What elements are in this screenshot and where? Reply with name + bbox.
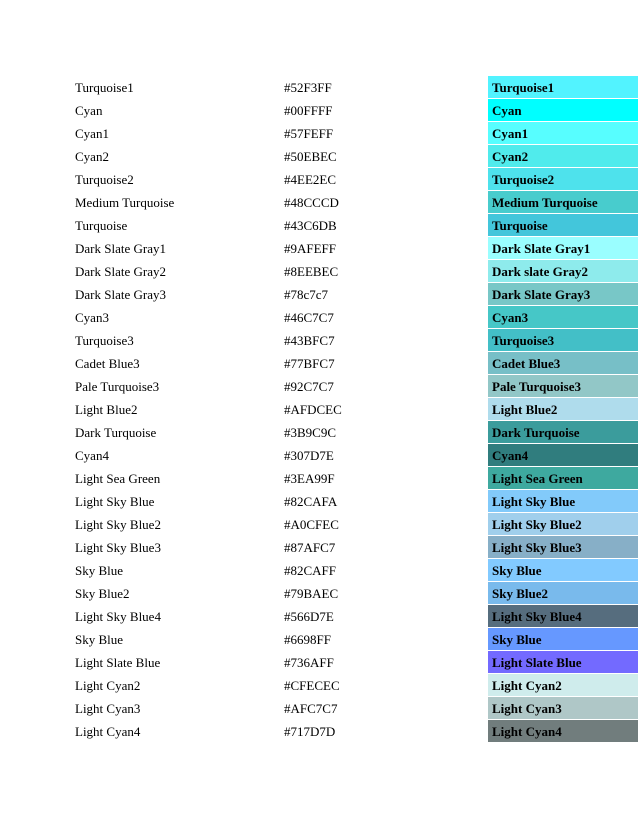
- color-swatch: [488, 421, 638, 444]
- color-name: Cyan: [75, 103, 103, 118]
- swatch-label: Pale Turquoise3: [492, 379, 581, 394]
- table-row: [0, 421, 638, 444]
- swatch-label: Turquoise1: [492, 80, 555, 95]
- table-row: [0, 306, 638, 329]
- color-hex-code: #43C6DB: [284, 218, 337, 233]
- color-name: Dark Slate Gray3: [75, 287, 166, 302]
- color-swatch: [488, 490, 638, 513]
- color-name: Light Sky Blue4: [75, 609, 161, 624]
- swatch-label: Turquoise3: [492, 333, 555, 348]
- color-name: Light Sky Blue2: [75, 517, 161, 532]
- table-row: [0, 283, 638, 306]
- table-row: [0, 628, 638, 651]
- swatch-label: Light Sky Blue4: [492, 609, 582, 624]
- color-name: Cyan2: [75, 149, 109, 164]
- table-row: [0, 651, 638, 674]
- color-hex-code: #AFDCEC: [284, 402, 342, 417]
- color-name: Turquoise1: [75, 80, 134, 95]
- color-hex-code: #4EE2EC: [284, 172, 336, 187]
- color-swatch: [488, 559, 638, 582]
- color-swatch: [488, 168, 638, 191]
- color-swatch: [488, 122, 638, 145]
- color-hex-code: #3EA99F: [284, 471, 335, 486]
- color-hex-code: #CFECEC: [284, 678, 340, 693]
- color-hex-code: #8EEBEC: [284, 264, 339, 279]
- color-hex-code: #717D7D: [284, 724, 336, 739]
- table-row: [0, 191, 638, 214]
- color-swatch: [488, 582, 638, 605]
- table-row: [0, 674, 638, 697]
- color-hex-code: #52F3FF: [284, 80, 332, 95]
- swatch-label: Sky Blue2: [492, 586, 548, 601]
- swatch-label: Light Cyan4: [492, 724, 562, 739]
- color-hex-code: #AFC7C7: [284, 701, 338, 716]
- swatch-label: Light Slate Blue: [492, 655, 582, 670]
- swatch-label: Dark Turquoise: [492, 425, 580, 440]
- table-row: [0, 513, 638, 536]
- color-swatch: [488, 697, 638, 720]
- color-swatch: [488, 467, 638, 490]
- color-swatch: [488, 214, 638, 237]
- table-row: [0, 582, 638, 605]
- table-row: [0, 260, 638, 283]
- swatch-label: Turquoise: [492, 218, 548, 233]
- swatch-label: Light Cyan3: [492, 701, 562, 716]
- color-hex-code: #9AFEFF: [284, 241, 337, 256]
- color-name: Cyan4: [75, 448, 109, 463]
- color-swatch: [488, 674, 638, 697]
- color-name: Light Cyan2: [75, 678, 141, 693]
- swatch-label: Light Sea Green: [492, 471, 583, 486]
- color-hex-code: #3B9C9C: [284, 425, 337, 440]
- table-row: [0, 99, 638, 122]
- color-hex-code: #A0CFEC: [284, 517, 339, 532]
- color-name: Light Cyan4: [75, 724, 141, 739]
- table-row: [0, 697, 638, 720]
- color-swatch: [488, 306, 638, 329]
- color-name: Turquoise2: [75, 172, 134, 187]
- table-row: [0, 352, 638, 375]
- color-hex-code: #79BAEC: [284, 586, 339, 601]
- swatch-label: Light Sky Blue2: [492, 517, 582, 532]
- color-hex-code: #46C7C7: [284, 310, 334, 325]
- swatch-label: Light Cyan2: [492, 678, 562, 693]
- swatch-label: Light Blue2: [492, 402, 558, 417]
- swatch-label: Light Sky Blue: [492, 494, 576, 509]
- color-swatch: [488, 720, 638, 743]
- swatch-label: Light Sky Blue3: [492, 540, 582, 555]
- color-name: Cyan3: [75, 310, 109, 325]
- color-swatch: [488, 628, 638, 651]
- table-row: [0, 76, 638, 99]
- table-row: [0, 375, 638, 398]
- color-name: Turquoise: [75, 218, 128, 233]
- color-swatch: [488, 99, 638, 122]
- color-hex-code: #00FFFF: [284, 103, 333, 118]
- table-row: [0, 168, 638, 191]
- color-hex-code: #78c7c7: [284, 287, 329, 302]
- color-name: Light Sky Blue: [75, 494, 155, 509]
- table-row: [0, 398, 638, 421]
- swatch-label: Cadet Blue3: [492, 356, 561, 371]
- color-swatch: [488, 283, 638, 306]
- color-swatch: [488, 237, 638, 260]
- color-hex-code: #87AFC7: [284, 540, 336, 555]
- table-row: [0, 467, 638, 490]
- table-row: [0, 536, 638, 559]
- color-name: Cyan1: [75, 126, 109, 141]
- swatch-label: Medium Turquoise: [492, 195, 598, 210]
- color-hex-code: #50EBEC: [284, 149, 337, 164]
- color-swatch: [488, 651, 638, 674]
- color-swatch: [488, 260, 638, 283]
- color-swatch: [488, 191, 638, 214]
- swatch-label: Cyan4: [492, 448, 529, 463]
- color-name: Light Slate Blue: [75, 655, 161, 670]
- color-hex-code: #43BFC7: [284, 333, 335, 348]
- color-name: Light Sky Blue3: [75, 540, 161, 555]
- color-name: Light Sea Green: [75, 471, 161, 486]
- color-hex-code: #566D7E: [284, 609, 334, 624]
- swatch-label: Turquoise2: [492, 172, 555, 187]
- color-swatch: [488, 513, 638, 536]
- swatch-label: Cyan3: [492, 310, 529, 325]
- color-swatch: [488, 145, 638, 168]
- color-hex-code: #92C7C7: [284, 379, 334, 394]
- color-name: Medium Turquoise: [75, 195, 175, 210]
- swatch-label: Cyan1: [492, 126, 529, 141]
- color-hex-code: #57FEFF: [284, 126, 334, 141]
- swatch-label: Cyan: [492, 103, 522, 118]
- color-swatch: [488, 352, 638, 375]
- table-row: [0, 444, 638, 467]
- color-swatch: [488, 398, 638, 421]
- color-hex-code: #307D7E: [284, 448, 334, 463]
- table-row: [0, 559, 638, 582]
- table-row: [0, 490, 638, 513]
- color-swatch: [488, 605, 638, 628]
- table-row: [0, 145, 638, 168]
- table-row: [0, 214, 638, 237]
- color-name: Sky Blue: [75, 563, 124, 578]
- swatch-label: Dark slate Gray2: [492, 264, 589, 279]
- color-swatch: [488, 76, 638, 99]
- swatch-label: Dark Slate Gray1: [492, 241, 591, 256]
- color-name: Light Cyan3: [75, 701, 141, 716]
- color-name: Pale Turquoise3: [75, 379, 160, 394]
- color-name: Turquoise3: [75, 333, 134, 348]
- color-swatch: [488, 329, 638, 352]
- color-name: Sky Blue2: [75, 586, 130, 601]
- color-hex-code: #77BFC7: [284, 356, 335, 371]
- color-hex-code: #82CAFF: [284, 563, 337, 578]
- swatch-label: Sky Blue: [492, 563, 542, 578]
- table-row: [0, 605, 638, 628]
- color-name: Light Blue2: [75, 402, 138, 417]
- table-row: [0, 122, 638, 145]
- color-name: Dark Turquoise: [75, 425, 157, 440]
- color-hex-code: #736AFF: [284, 655, 334, 670]
- color-table: [0, 76, 638, 743]
- color-swatch: [488, 375, 638, 398]
- swatch-label: Dark Slate Gray3: [492, 287, 591, 302]
- color-name: Dark Slate Gray1: [75, 241, 166, 256]
- color-hex-code: #6698FF: [284, 632, 331, 647]
- table-row: [0, 329, 638, 352]
- color-name: Cadet Blue3: [75, 356, 140, 371]
- table-row: [0, 720, 638, 743]
- table-row: [0, 237, 638, 260]
- color-swatch: [488, 444, 638, 467]
- color-name: Dark Slate Gray2: [75, 264, 166, 279]
- color-hex-code: #48CCCD: [284, 195, 339, 210]
- color-hex-code: #82CAFA: [284, 494, 338, 509]
- swatch-label: Sky Blue: [492, 632, 542, 647]
- color-swatch: [488, 536, 638, 559]
- swatch-label: Cyan2: [492, 149, 529, 164]
- color-name: Sky Blue: [75, 632, 124, 647]
